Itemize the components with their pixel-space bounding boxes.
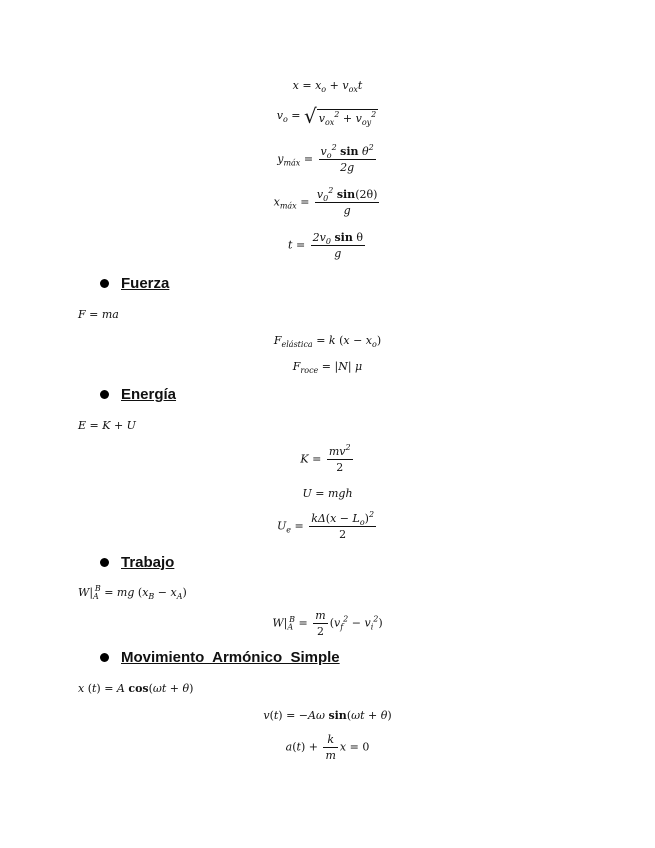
section-heading-energia: Energía bbox=[100, 386, 176, 403]
equation-x-max: $x_{máx}$ = $\frac{v_0^2 \sin(2\theta)}{g}$ bbox=[273, 186, 378, 217]
equation-potential-energy: U = mgh bbox=[302, 487, 353, 500]
section-heading-fuerza: Fuerza bbox=[100, 275, 169, 292]
equation-elastic-potential: $U_e$ = $\frac{k\Delta(x - L_o)^2}{2}$ bbox=[276, 510, 375, 541]
equation-initial-velocity: $v_o$ = √ $v_{ox}^2 + v_{oy}^2$ bbox=[276, 104, 377, 128]
section-heading-trabajo: Trabajo bbox=[100, 554, 174, 571]
equation-work-gravity: $W|_A^B$ = mg $(x_B - x_A)$ bbox=[78, 584, 187, 601]
equation-force: F = ma bbox=[78, 308, 119, 321]
equation-mas-position: x (t) = A cos(ωt + θ) bbox=[78, 682, 194, 695]
equation-elastic-force: $F_{elástica} = k$ $(x - x_o)$ bbox=[273, 334, 382, 349]
bullet-icon bbox=[100, 279, 109, 288]
equation-y-max: $y_{máx}$ = $\frac{v_o^2 \sin \theta^2}{2g}$ bbox=[277, 143, 374, 174]
section-heading-mas: Movimiento Armónico Simple bbox=[100, 649, 340, 666]
equation-mas-velocity: v(t) = −Aω sin(ωt + θ) bbox=[263, 709, 392, 722]
equation-position: $x = x_o + v_{ox}t$ bbox=[292, 79, 363, 94]
bullet-icon bbox=[100, 390, 109, 399]
equation-kinetic-energy: K = $\frac{mv^2}{2}$ bbox=[300, 443, 351, 474]
equation-energy: E = K + U bbox=[78, 419, 136, 432]
equation-mas-acceleration: a(t) + $\frac{k}{m}$ x = 0 bbox=[285, 733, 370, 762]
bullet-icon bbox=[100, 558, 109, 567]
bullet-icon bbox=[100, 653, 109, 662]
equation-work-energy: $W|_A^B$ = $\frac{m}{2}$ $(v_f^2 - v_i^2)$ bbox=[272, 609, 383, 638]
equation-time: t = $\frac{2v_0 \sin \theta}{g}$ bbox=[288, 231, 363, 260]
equation-friction-force: $F_{roce} = |N|$ μ bbox=[292, 360, 363, 375]
